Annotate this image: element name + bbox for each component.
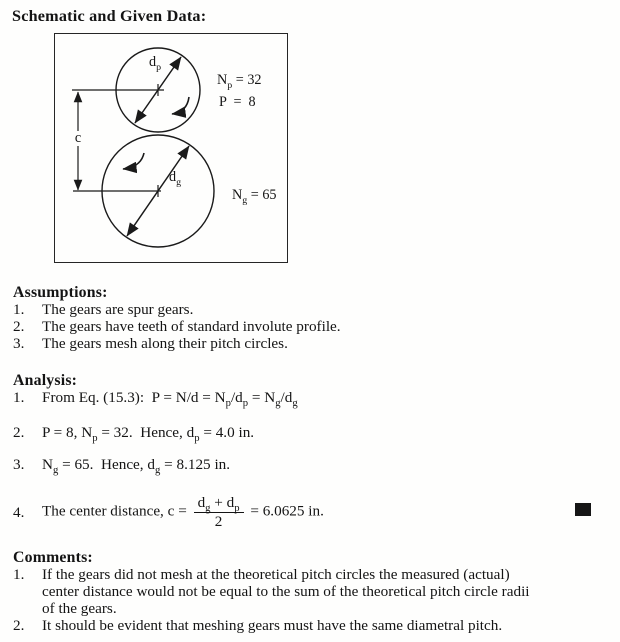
- pinion-teeth-label: $N_p = 32$: [217, 72, 262, 91]
- item-text: P = 8, $N_p = 32$. Hence, $d_p = 4.0$ in.: [42, 424, 255, 445]
- analysis-item: [13, 389, 298, 410]
- assumption-item: [13, 301, 193, 318]
- page-title: Schematic and Given Data:: [12, 7, 207, 25]
- comments-heading: Comments:: [13, 549, 93, 566]
- item-text: $N_g = 65$. Hence, $d_g = 8.125$ in.: [42, 456, 231, 477]
- analysis-item: [13, 456, 231, 477]
- comment-item: [13, 617, 502, 634]
- pinion-diameter-label: $d_p$: [149, 54, 162, 73]
- item-text: From Eq. (15.3): $P = N/d = N_p/d_p = N_g/d_g$: [42, 389, 298, 410]
- fraction: $\frac{d_g + d_p}{2}$: [194, 494, 244, 530]
- item-number: 2.: [13, 424, 25, 441]
- gear-diameter-label: $d_g$: [169, 169, 182, 188]
- assumption-item: [13, 318, 341, 335]
- analysis-item: [13, 489, 324, 535]
- item-text: If the gears did not mesh at the theoretical pitch circles the measured (actual) center distance would not be equal to the sum of the theoretical pitch circle radii of the gears.: [42, 566, 530, 617]
- analysis-item: [13, 424, 255, 445]
- item-number: 2.: [13, 318, 25, 335]
- item-text: It should be evident that meshing gears must have the same diametral pitch.: [42, 617, 503, 634]
- diametral-pitch-label: P = 8: [219, 94, 256, 110]
- schematic-svg: [55, 34, 285, 260]
- assumption-item: [13, 335, 288, 352]
- item-text: The gears mesh along their pitch circles.: [42, 335, 288, 352]
- gear-teeth-label: $N_g = 65$: [232, 187, 277, 206]
- item-number: 1.: [13, 389, 25, 406]
- gear-rotation-arrow: [123, 153, 144, 169]
- item-text: The gears have teeth of standard involute profile.: [42, 318, 341, 335]
- schematic-box: [54, 33, 288, 263]
- item-number: 4.: [13, 503, 25, 521]
- pinion-rotation-arrow: [172, 97, 189, 114]
- center-distance-label: c: [69, 131, 87, 146]
- item-number: 2.: [13, 617, 25, 634]
- item-text: The gears are spur gears.: [42, 301, 194, 318]
- end-of-solution-marker: [575, 503, 591, 516]
- item-number: 3.: [13, 335, 25, 352]
- analysis-heading: Analysis:: [13, 372, 78, 389]
- comment-item: [13, 566, 530, 617]
- item-number: 1.: [13, 566, 25, 583]
- assumptions-heading: Assumptions:: [13, 284, 108, 301]
- item-number: 1.: [13, 301, 25, 318]
- item-number: 3.: [13, 456, 25, 473]
- item-text: The center distance, c = $\frac{d_g + d_p}{2}$ = 6.0625 in.: [42, 494, 324, 530]
